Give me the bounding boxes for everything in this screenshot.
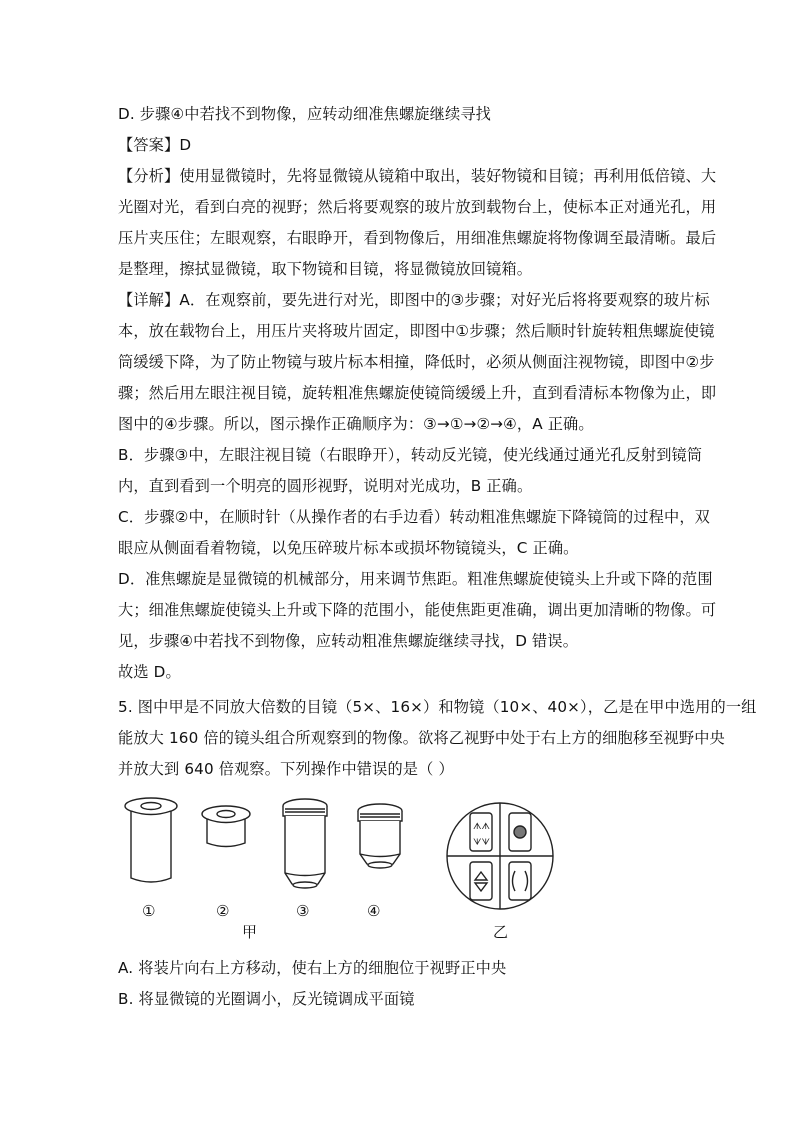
objective-short-icon: [358, 804, 402, 868]
detail-d-line-3: 见，步骤④中若找不到物像，应转动粗准焦螺旋继续寻找，D 错误。: [118, 632, 579, 650]
question-5-line-1: 5. 图中甲是不同放大倍数的目镜（5×、16×）和物镜（10×、40×），乙是在甲中选用的一组: [118, 698, 757, 716]
detail-line-5: 图中的④步骤。所以，图示操作正确顺序为：③→①→②→④，A 正确。: [118, 415, 594, 433]
detail-b-line-1: B．步骤③中，左眼注视目镜（右眼睁开），转动反光镜，使光线通过通光孔反射到镜筒: [118, 446, 703, 464]
analysis-line-1: 【分析】使用显微镜时，先将显微镜从镜箱中取出，装好物镜和目镜；再利用低倍镜、大: [118, 167, 717, 185]
svg-text:ᗐᗐ: ᗐᗐ: [473, 838, 490, 848]
group-label-yi: 乙: [493, 923, 509, 941]
lens-label-1: ①: [142, 902, 156, 920]
detail-c-line-2: 眼应从侧面看着物镜，以免压碎玻片标本或损坏物镜镜头，C 正确。: [118, 539, 579, 557]
objective-long-icon: [283, 799, 327, 888]
detail-d-line-1: D．准焦螺旋是显微镜的机械部分，用来调节焦距。粗准焦螺旋使镜头上升或下降的范围: [118, 570, 713, 588]
detail-line-3: 筒缓缓下降，为了防止物镜与玻片标本相撞，降低时，必须从侧面注视物镜，即图中②步: [118, 353, 715, 371]
detail-d-line-2: 大；细准焦螺旋使镜头上升或下降的范围小，能使焦距更准确，调出更加清晰的物像。可: [118, 601, 717, 619]
analysis-line-4: 是整理，擦拭显微镜，取下物镜和目镜，将显微镜放回镜箱。: [118, 260, 533, 278]
svg-text:ᗑᗑ: ᗑᗑ: [473, 822, 490, 832]
detail-c-line-1: C．步骤②中，在顺时针（从操作者的右手边看）转动粗准焦螺旋下降镜筒的过程中，双: [118, 508, 711, 526]
lens-label-4: ④: [367, 902, 381, 920]
lens-label-3: ③: [296, 902, 310, 920]
question-5-line-2: 能放大 160 倍的镜头组合所观察到的物像。欲将乙视野中处于右上方的细胞移至视野中央: [118, 729, 725, 747]
conclusion-line: 故选 D。: [118, 663, 181, 681]
detail-line-1: 【详解】A．在观察前，要先进行对光，即图中的③步骤；对好光后将将要观察的玻片标: [118, 291, 710, 309]
lens-drawing: [110, 788, 570, 943]
group-label-jia: 甲: [242, 923, 258, 941]
option-d-text: D. 步骤④中若找不到物像，应转动细准焦螺旋继续寻找: [118, 105, 491, 123]
eyepiece-short-icon: [202, 806, 250, 847]
detail-line-4: 骤；然后用左眼注视目镜，旋转粗准焦螺旋使镜筒缓缓上升，直到看清标本物像为止，即: [118, 384, 717, 402]
question-5-line-3: 并放大到 640 倍观察。下列操作中错误的是（ ）: [118, 760, 454, 778]
answer-line: 【答案】D: [118, 136, 192, 154]
detail-line-2: 本，放在载物台上，用压片夹将玻片固定，即图中①步骤；然后顺时针旋转粗焦螺旋使镜: [118, 322, 715, 340]
eyepiece-long-icon: [125, 798, 177, 882]
microscope-lens-figure: [110, 788, 570, 943]
analysis-line-3: 压片夹压住；左眼观察，右眼睁开，看到物像后，用细准焦螺旋将物像调至最清晰。最后: [118, 229, 717, 247]
analysis-line-2: 光圈对光，看到白亮的视野；然后将要观察的玻片放到载物台上，使标本正对通光孔，用: [118, 198, 717, 216]
detail-b-line-2: 内，直到看到一个明亮的圆形视野，说明对光成功，B 正确。: [118, 477, 533, 495]
option-b-text: B. 将显微镜的光圈调小，反光镜调成平面镜: [118, 990, 415, 1008]
option-a-text: A. 将装片向右上方移动，使右上方的细胞位于视野正中央: [118, 959, 507, 977]
field-of-view-icon: [447, 803, 553, 909]
lens-label-2: ②: [216, 902, 230, 920]
